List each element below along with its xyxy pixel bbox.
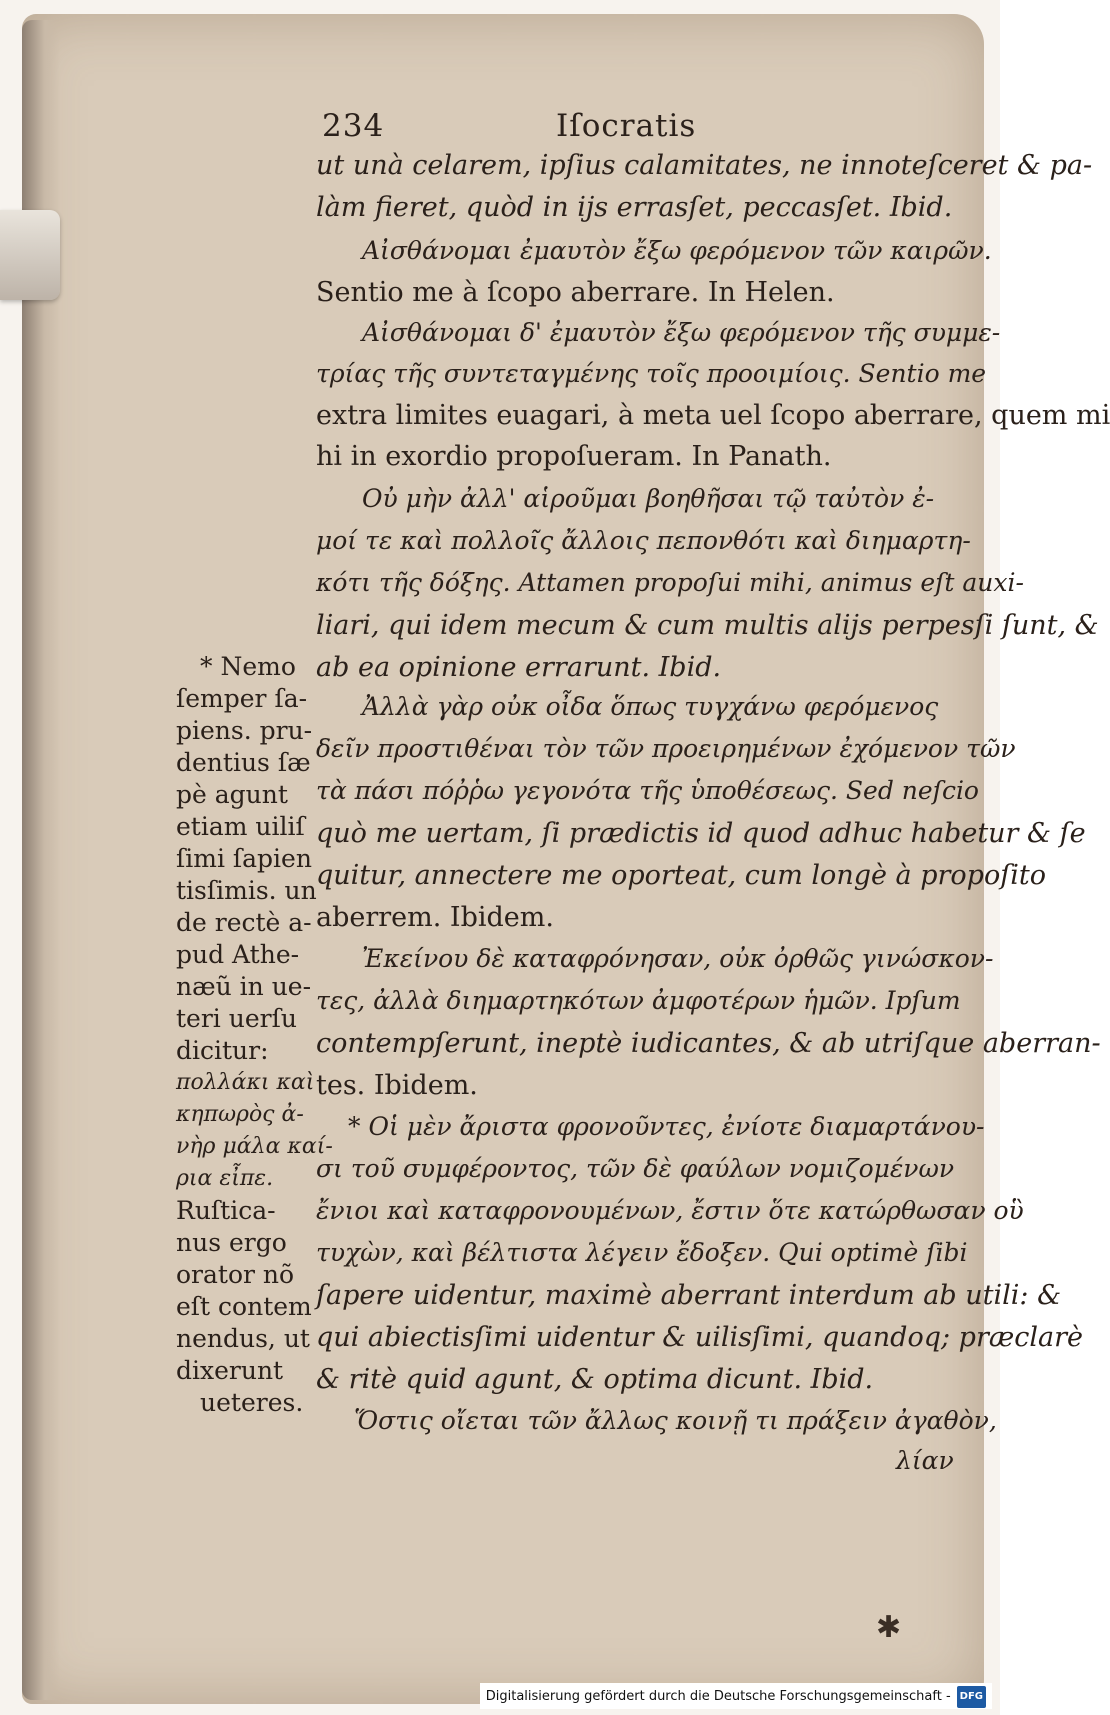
marginal-note-line: ρια εἶπε. xyxy=(176,1166,274,1191)
marginal-note-line: teri uerſu xyxy=(176,1004,297,1033)
marginal-note-line: dicitur: xyxy=(176,1036,269,1065)
paper-page xyxy=(22,14,987,1704)
main-text-line: τυχὼν, καὶ βέλτιστα λέγειν ἔδοξεν. Qui optimè ſibi xyxy=(316,1238,968,1267)
main-text-line: quitur, annectere me oporteat, cum longè à propoſito xyxy=(316,860,1046,891)
main-text-line: qui abiectisſimi uidentur & uilisſimi, quandoq; præclarè xyxy=(316,1322,1083,1353)
main-text-line: & ritè quid agunt, & optima dicunt. Ibid. xyxy=(316,1364,874,1395)
marginal-note-line: πολλάκι καὶ xyxy=(176,1070,315,1095)
dfg-logo-icon: DFG xyxy=(957,1686,986,1708)
main-text-line: τὰ πάσι πόῤῥω γεγονότα τῆς ὑποθέσεως. Sed neſcio xyxy=(316,776,979,805)
marginal-note-line: næũ in ue- xyxy=(176,972,312,1001)
marginal-note-line: pè agunt xyxy=(176,780,288,809)
main-text-line: hi in exordio propoſueram. In Panath. xyxy=(316,441,832,472)
main-text-line: Ὅστις οἴεται τῶν ἄλλως κοινῇ τι πράξειν ἀγαθὸν, xyxy=(354,1406,997,1435)
marginal-note-line: etiam uiliſ xyxy=(176,812,305,841)
marginal-note-line: orator nõ xyxy=(176,1260,295,1289)
main-text-line: Οὐ μὴν ἀλλ' αἱροῦμαι βοηθῆσαι τῷ ταὐτὸν ἐ- xyxy=(362,484,935,513)
main-text-line: Ἐκείνου δὲ καταφρόνησαν, οὐκ ὀρθῶς γινώσκον- xyxy=(362,944,994,973)
main-text-line: liari, qui idem mecum & cum multis alijs perpesſi ſunt, & xyxy=(316,610,1099,641)
marginal-note-line: ſimi ſapien xyxy=(176,844,312,873)
main-text-line: ἔνιοι καὶ καταφρονουμένων, ἔστιν ὅτε κατώρθωσαν οὓ xyxy=(316,1196,1024,1225)
marginal-note-line: Ruſtica- xyxy=(176,1196,276,1225)
marginal-note-line: ueteres. xyxy=(200,1388,304,1417)
main-text-line: Αἰσθάνομαι ἐμαυτὸν ἔξω φερόμενον τῶν καιρῶν. xyxy=(362,236,992,265)
main-text-line: Ἀλλὰ γὰρ οὐκ οἶδα ὅπως τυγχάνω φερόμενος xyxy=(362,692,939,721)
footer-text: Digitalisierung gefördert durch die Deutsche Forschungsgemeinschaft - xyxy=(485,1689,951,1704)
main-text-line: aberrem. Ibidem. xyxy=(316,902,554,933)
page-tab-marker xyxy=(0,210,60,300)
marginal-note-line: de rectè a- xyxy=(176,908,312,937)
main-text-line: tes. Ibidem. xyxy=(316,1070,478,1101)
main-text-line: extra limites euagari, à meta uel ſcopo aberrare, quem mi xyxy=(316,400,1110,431)
marginal-note-line: ſemper ſa- xyxy=(176,684,308,713)
marginal-note-line: piens. pru- xyxy=(176,716,313,745)
main-text-line: * Οἱ μὲν ἄριστα φρονοῦντες, ἐνίοτε διαμαρτάνου- xyxy=(348,1112,985,1141)
main-text-line: ab ea opinione errarunt. Ibid. xyxy=(316,652,722,683)
main-text-line: contempſerunt, ineptè iudicantes, & ab utriſque aberran- xyxy=(316,1028,1101,1059)
marginal-note-line: nus ergo xyxy=(176,1228,287,1257)
main-text-line: σι τοῦ συμφέροντος, τῶν δὲ φαύλων νομιζομένων xyxy=(316,1154,955,1183)
main-text-line: làm fieret, quòd in ijs errasſet, peccasſet. Ibid. xyxy=(316,192,953,223)
marginal-note-line: dentius ſæ xyxy=(176,748,311,777)
main-text-line: Αἰσθάνομαι δ' ἐμαυτὸν ἔξω φερόμενον τῆς συμμε- xyxy=(362,318,1001,347)
main-text-line: Sentio me à ſcopo aberrare. In Helen. xyxy=(316,277,835,308)
page-number: 234 xyxy=(322,108,385,144)
main-text-line: κότι τῆς δόξης. Attamen propoſui mihi, animus eſt auxi- xyxy=(316,568,1024,597)
marginal-note-line: * Nemo xyxy=(200,652,296,681)
running-title: Iſocratis xyxy=(556,108,697,144)
marginal-note-line: pud Athe- xyxy=(176,940,300,969)
ornament-icon: ✱ xyxy=(876,1610,902,1645)
marginal-note-line: nendus, ut xyxy=(176,1324,310,1353)
marginal-note-line: dixerunt xyxy=(176,1356,284,1385)
digitization-footer xyxy=(480,1683,992,1709)
marginal-note-line: νὴρ μάλα καί- xyxy=(176,1134,333,1159)
main-text-line: ut unà celarem, ipſius calamitates, ne innoteſceret & pa- xyxy=(316,150,1093,181)
main-text-line: τες, ἀλλὰ διημαρτηκότων ἀμφοτέρων ἡμῶν. Ipſum xyxy=(316,986,961,1015)
main-text-line: ſapere uidentur, maximè aberrant interdum ab utili: & xyxy=(316,1280,1062,1311)
main-text-line: τρίας τῆς συντεταγμένης τοῖς προοιμίοις. Sentio me xyxy=(316,359,987,388)
marginal-note-line: κηπωρὸς ἀ- xyxy=(176,1102,304,1127)
main-text-line: μοί τε καὶ πολλοῖς ἄλλοις πεπονθότι καὶ διημαρτη- xyxy=(316,526,971,555)
catchword: λίαν xyxy=(896,1446,954,1475)
marginal-note-line: tisſimis. un xyxy=(176,876,317,905)
marginal-note-line: eſt contem xyxy=(176,1292,312,1321)
main-text-line: δεῖν προστιθέναι τὸν τῶν προειρημένων ἐχόμενον τῶν xyxy=(316,734,1016,763)
main-text-line: quò me uertam, ſi prædictis id quod adhuc habetur & ſe xyxy=(316,818,1086,849)
